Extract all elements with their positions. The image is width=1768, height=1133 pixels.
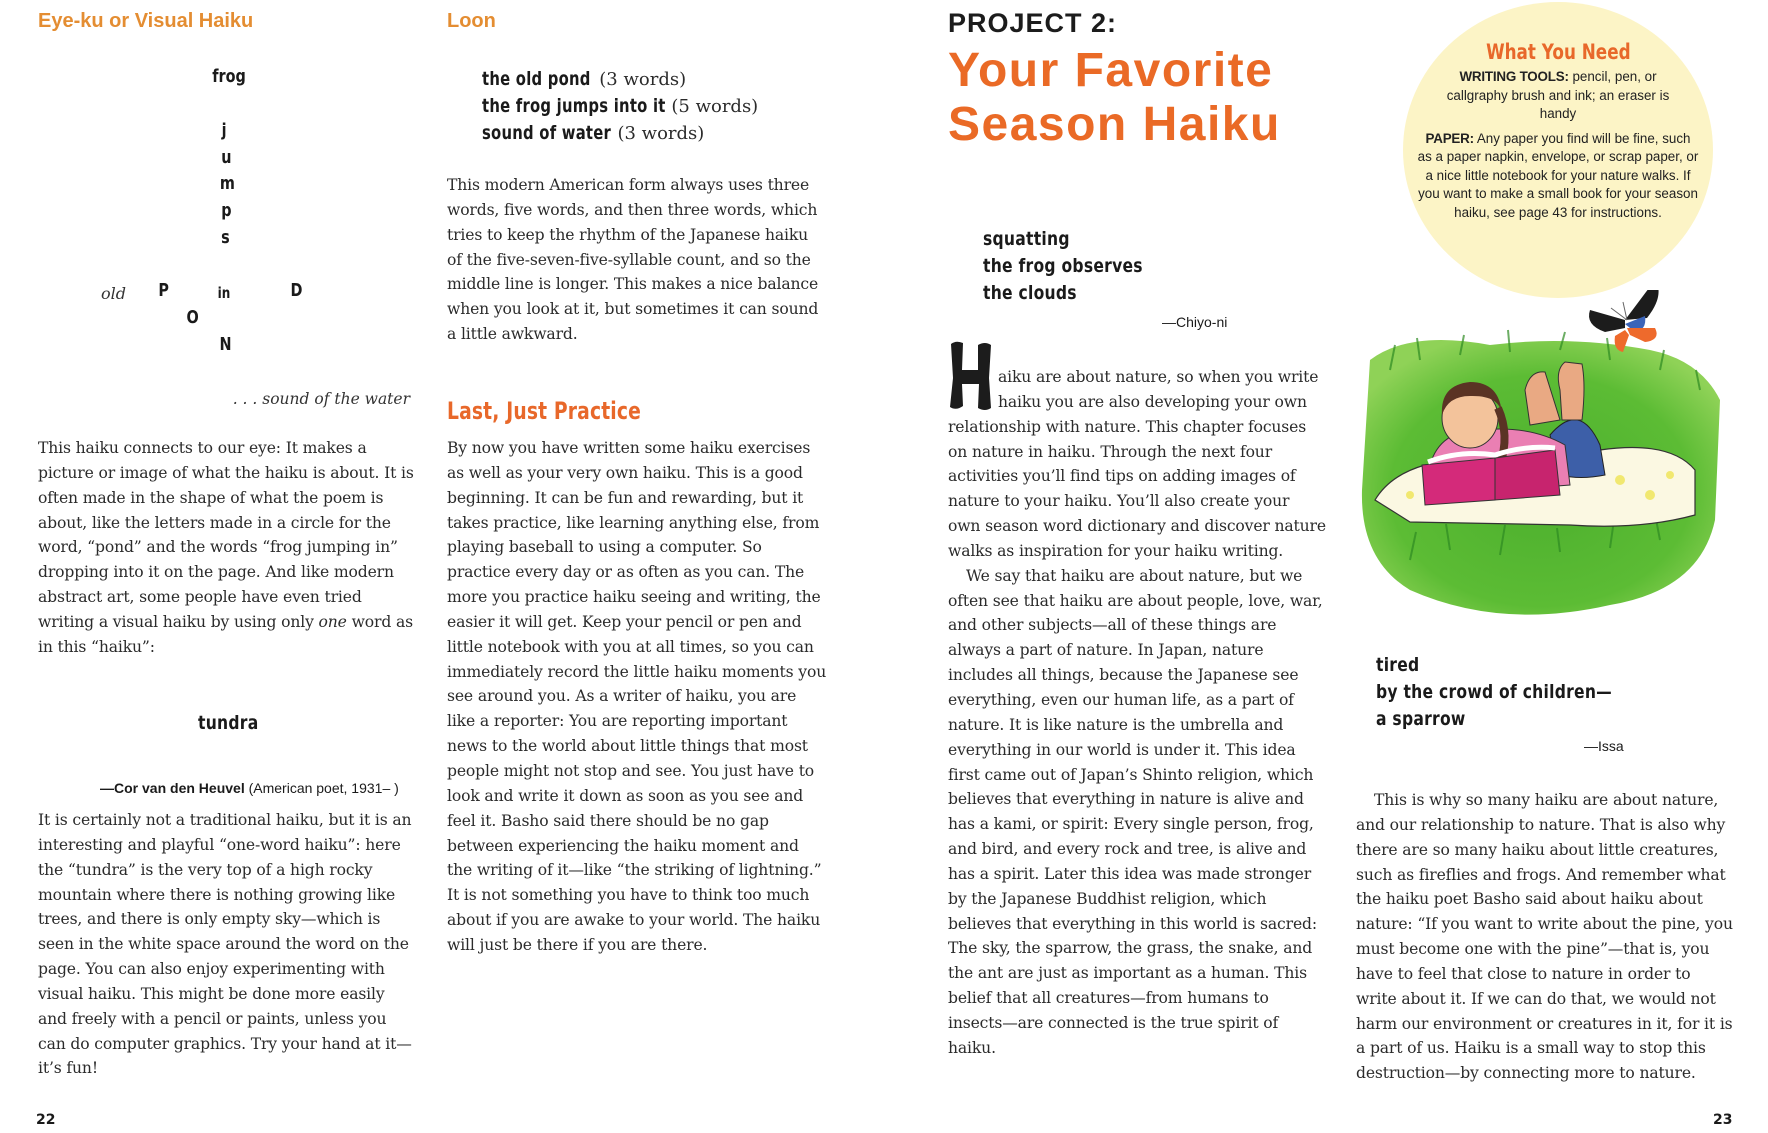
- haiku-line: the clouds: [983, 282, 1077, 304]
- loon-line: [482, 66, 758, 93]
- vh-letter-o: O: [186, 307, 199, 328]
- heading-loon: Loon: [447, 10, 496, 32]
- text: By now you have written some haiku exercises as well as your very own haiku. This is a good beginning. It can be fun and rewarding, but it takes practice, like learning anything else, from playing baseball to using a computer. So practice every day or as often as you can. The more you practice haiku seeing and writing, the easier it will get. Keep your pencil or pen and little notebook with you at all times, so you can immediately record the little haiku moments you see around you. As a writer of haiku, you are like a reporter: You are reporting important news to the world about little things that most people might not stop and see. You just have to look and write it down as soon as you see and feel it. Basho said there should be no gap between experiencing the haiku moment and the writing of it—like “the striking of lightning.” It is not something you have to think too much about if you are awake to your world. The haiku will just be there if you are there.: [447, 439, 827, 954]
- girl-reading-illustration: [1350, 290, 1740, 640]
- loon-text: the old pond: [482, 68, 591, 90]
- vh-frog: frog: [212, 66, 246, 87]
- panel-title: What You Need: [1485, 40, 1631, 64]
- haiku-chiyo-ni: [983, 226, 1178, 307]
- text: aiku are about nature, so when you write haiku you are also developing your own relationship with nature. This chapter focuses on nature in haiku. Through the next four activities you’ll find tips on adding images of nature to your haiku. You’ll also create your own season word dictionary and discover nature walks as inspiration for your haiku writing.: [948, 368, 1326, 560]
- attribution-detail: (American poet, 1931– ): [244, 780, 399, 796]
- dropcap-spacer: [948, 365, 998, 411]
- haiku-line: tired: [1376, 654, 1420, 676]
- text: It is certainly not a traditional haiku, but it is an interesting and playful “one-word haiku”: here the “tundra” is the very top of a high rocky mountain where there is nothing growing like trees, and there is only empty sky—which is seen in the white space around the word on the page. You can also enjoy experimenting with visual haiku. This might be done more easily and freely with a pencil or paints, unless you can do computer graphics. Try your hand at it—it’s fun!: [38, 811, 412, 1078]
- loon-count: (3 words): [599, 69, 687, 90]
- text: This haiku connects to our eye: It makes a picture or image of what the haiku is about. It is often made in the shape of what the poem is about, like the letters made in a circle for the word, “pond” and the words “frog jumping in” dropping into it on the page. And like modern abstract art, some people have even tried writing a visual haiku by using only: [38, 439, 414, 631]
- vh-letter-p: P: [158, 280, 169, 301]
- attribution-name: —Cor van den Heuvel: [100, 780, 245, 796]
- writing-tools-item: [1442, 68, 1674, 124]
- text: word as in this “haiku”:: [38, 612, 413, 656]
- attribution-van-den-heuvel: [100, 780, 399, 796]
- haiku-line: by the crowd of children—: [1376, 681, 1612, 703]
- col2-paragraph2: [447, 436, 827, 958]
- text: This modern American form always uses three words, five words, and then three words, which tries to keep the rhythm of the Japanese haiku of the five-seven-five-syllable count, and so the middle line is longer. This makes a nice balance when you look at it, but sometimes it can sound a little awkward.: [447, 176, 819, 344]
- loon-count: (3 words): [617, 123, 705, 144]
- text: This is why so many haiku are about nature, and our relationship to nature. That is also why there are so many haiku about little creatures, such as fireflies and frogs. And remember what the haiku poet Basho said about haiku about nature: “If you want to write about the pine, you must become one with the pine”—that is, you have to feel that close to nature in order to write about it. If we can do that, we would not harm our environment or creatures in it, for it is a part of us. Haiku is a small way to stop this destruction—by connecting more to nature.: [1356, 791, 1733, 1083]
- what-you-need-title: [1403, 40, 1713, 64]
- haiku-line: squatting: [983, 228, 1070, 250]
- vh-letter: p: [221, 200, 232, 221]
- loon-count: (5 words): [671, 96, 759, 117]
- vh-letter: m: [219, 173, 235, 194]
- vh-letter: j: [221, 120, 227, 141]
- tundra-text: tundra: [198, 712, 259, 734]
- item-text: pencil, pen, or callgraphy brush and ink; an eraser is handy: [1446, 69, 1670, 121]
- loon-line: [482, 93, 758, 120]
- vh-letter-n: N: [219, 334, 232, 355]
- col1-paragraph2: [38, 808, 416, 1081]
- loon-text: sound of water: [482, 122, 612, 144]
- col2-paragraph1: [447, 173, 825, 347]
- vh-old: old: [101, 284, 126, 303]
- item-label: PAPER:: [1425, 130, 1474, 146]
- subheading-text: Last, Just Practice: [447, 397, 641, 425]
- vh-caption: . . . sound of the water: [232, 390, 410, 408]
- text-emphasis: one: [318, 612, 347, 631]
- loon-line: [482, 120, 758, 147]
- project-title: [948, 44, 1281, 152]
- haiku-line: the frog observes: [983, 255, 1143, 277]
- right-paragraph1-text: [948, 365, 1326, 1061]
- vh-letter-d: D: [290, 280, 303, 301]
- col1-paragraph1: [38, 436, 414, 660]
- loon-poem: [482, 66, 758, 147]
- right-paragraph3: [1356, 788, 1734, 1086]
- vh-in: in: [217, 284, 231, 302]
- heading-last-just-practice: [447, 397, 696, 425]
- text: We say that haiku are about nature, but we often see that haiku are about people, love, war, and other subjects—all of these things are always a part of nature. In Japan, nature includes all things, because the Japanese see everything, even our human life, as a part of nature. It is like nature is the umbrella and everything in our world is under it. This idea first came out of Japan’s Shinto religion, which believes that everything in nature is alive and has a kami, or spirit: Every single person, frog, and bird, and every rock and tree, is alive and has a spirit. Later this idea was made stronger by the Japanese Buddhist religion, which believes that everything in this world is sacred: The sky, the sparrow, the grass, the snake, and the ant are just as important as a human. This belief that all creatures—from humans to insects—are connected is the true spirit of haiku.: [948, 566, 1323, 1057]
- vh-letter: u: [221, 147, 232, 168]
- haiku-issa: [1376, 652, 1664, 733]
- page-number-left: 22: [36, 1112, 56, 1128]
- attribution-chiyo-ni: —Chiyo-ni: [1162, 314, 1228, 330]
- page-number-right: 23: [1713, 1112, 1733, 1128]
- item-text: Any paper you find will be fine, such as a paper napkin, envelope, or scrap paper, or a nice little notebook for your nature walks. If you want to make a small book for your season haiku, see page 43 for instructions.: [1417, 130, 1699, 220]
- one-word-haiku: [198, 712, 272, 734]
- attribution-issa: —Issa: [1584, 738, 1624, 754]
- project-title-line: Season Haiku: [948, 98, 1281, 151]
- paper-item: [1417, 130, 1699, 223]
- what-you-need-panel: [1403, 2, 1713, 298]
- text: [948, 365, 1326, 564]
- item-label: WRITING TOOLS:: [1459, 69, 1569, 84]
- loon-text: the frog jumps into it: [482, 95, 666, 117]
- vh-letter: s: [221, 227, 230, 248]
- haiku-line: a sparrow: [1376, 708, 1466, 730]
- project-label: PROJECT 2:: [948, 8, 1118, 38]
- project-title-line: Your Favorite: [948, 44, 1274, 97]
- heading-eye-ku: Eye-ku or Visual Haiku: [38, 10, 254, 32]
